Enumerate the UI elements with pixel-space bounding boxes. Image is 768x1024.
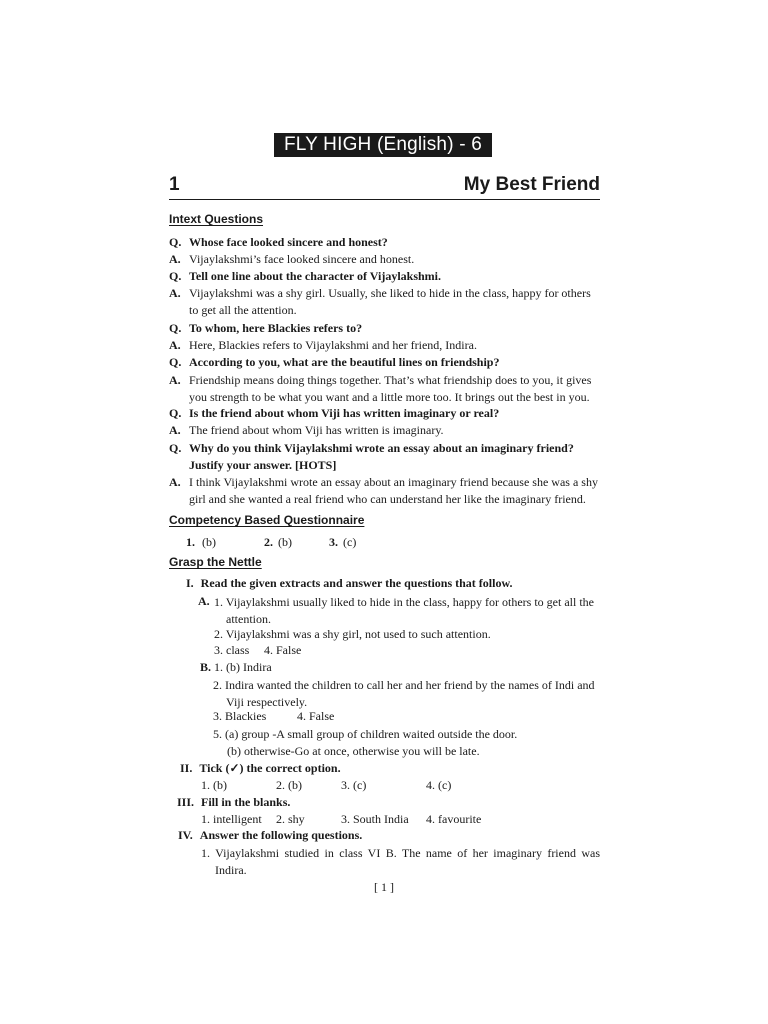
- nettle-heading: Grasp the Nettle: [169, 555, 262, 569]
- section-iii-title: III. Fill in the blanks.: [177, 795, 291, 809]
- extract-a-answer-2: 2. Vijaylakshmi was a shy girl, not used to such attention.: [214, 627, 491, 641]
- fill-blank-answer: 1. intelligent: [201, 812, 262, 826]
- intext-heading: Intext Questions: [169, 212, 264, 226]
- fill-blank-answer: 2. shy: [276, 812, 305, 826]
- answer-item: 1. (b): [186, 535, 216, 549]
- question: Q. Is the friend about whom Viji has written imaginary or real?: [169, 406, 500, 420]
- section-i-title: I. Read the given extracts and answer the questions that follow.: [186, 576, 513, 590]
- page-number: [ 1 ]: [374, 880, 394, 894]
- tick-answer: 4. (c): [426, 778, 452, 792]
- answer: A. The friend about whom Viji has written is imaginary.: [169, 423, 444, 437]
- answer-item: 2. (b): [264, 535, 292, 549]
- tick-answer: 2. (b): [276, 778, 302, 792]
- extract-b-label: B.: [200, 660, 212, 674]
- answer: A. Vijaylakshmi’s face looked sincere and honest.: [169, 252, 415, 266]
- section-ii-title: II. Tick (✓) the correct option.: [180, 761, 341, 775]
- book-title: FLY HIGH (English) - 6: [274, 133, 492, 157]
- answer: A. Friendship means doing things together. That’s what friendship does to you, it gives you strength to be what you want and a little more too. It brings out the best in you.: [169, 373, 592, 404]
- tick-answer: 3. (c): [341, 778, 367, 792]
- extract-a-label: A.: [198, 594, 210, 608]
- answer: A. Vijaylakshmi was a shy girl. Usually, she liked to hide in the class, happy for others to get all the attention.: [169, 286, 591, 317]
- fill-blank-answer: 3. South India: [341, 812, 409, 826]
- extract-a-answer-4: 4. False: [264, 643, 302, 657]
- extract-a-answer-1: 1. Vijaylakshmi usually liked to hide in the class, happy for others to get all the attention.: [214, 595, 594, 626]
- extract-a-answer-3: 3. class: [214, 643, 250, 657]
- question: Q. Whose face looked sincere and honest?: [169, 235, 388, 249]
- answer: A. Here, Blackies refers to Vijaylakshmi and her friend, Indira.: [169, 338, 477, 352]
- question-answer-1: 1. Vijaylakshmi studied in class VI B. The name of her imaginary friend was Indira.: [201, 846, 600, 877]
- answer-item: 3. (c): [329, 535, 357, 549]
- fill-blank-answer: 4. favourite: [426, 812, 482, 826]
- question: Q. According to you, what are the beautiful lines on friendship?: [169, 355, 500, 369]
- section-iv-title: IV. Answer the following questions.: [178, 828, 363, 842]
- competency-heading: Competency Based Questionnaire: [169, 513, 365, 527]
- chapter-heading: [169, 172, 600, 200]
- extract-b-answer-2: 2. Indira wanted the children to call her and her friend by the names of Indi and Viji respectively.: [213, 678, 595, 709]
- extract-b-answer-1: 1. (b) Indira: [214, 660, 272, 674]
- chapter-title: My Best Friend: [463, 174, 600, 195]
- extract-b-answer-5b: (b) otherwise-Go at once, otherwise you will be late.: [227, 744, 480, 758]
- answer: A. I think Vijaylakshmi wrote an essay about an imaginary friend because she was a shy girl and she wanted a real friend who can understand her like the imaginary friend.: [169, 475, 598, 506]
- question: Q. Tell one line about the character of Vijaylakshmi.: [169, 269, 441, 283]
- tick-answer: 1. (b): [201, 778, 227, 792]
- chapter-number: 1: [169, 174, 180, 195]
- question: Q. Why do you think Vijaylakshmi wrote an essay about an imaginary friend? Justify your answer. [HOTS]: [169, 441, 574, 472]
- extract-b-answer-5a: 5. (a) group -A small group of children waited outside the door.: [213, 727, 518, 741]
- extract-b-answer-4: 4. False: [297, 709, 335, 723]
- extract-b-answer-3: 3. Blackies: [213, 709, 267, 723]
- question: Q. To whom, here Blackies refers to?: [169, 321, 363, 335]
